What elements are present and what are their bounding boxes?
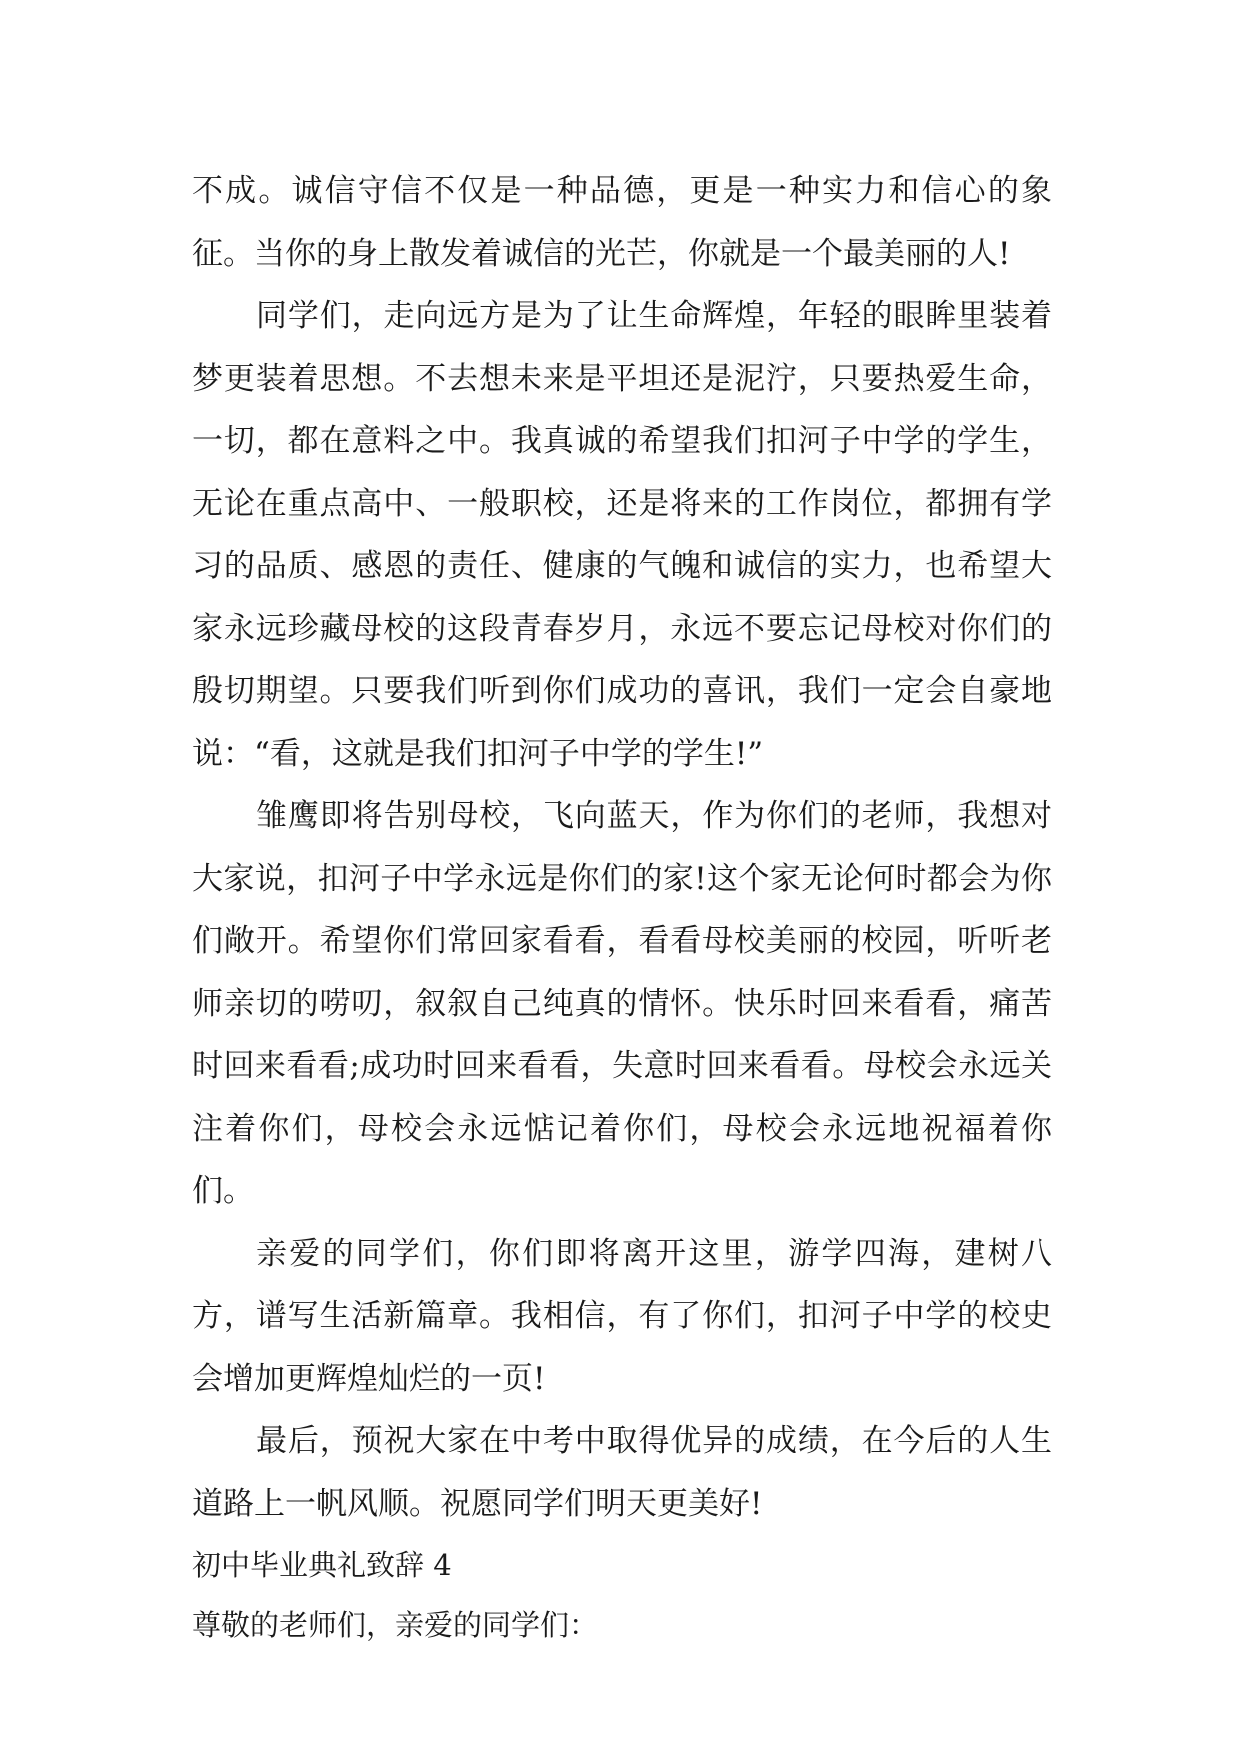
paragraph-closing-wishes: 最后，预祝大家在中考中取得优异的成绩，在今后的人生道路上一帆风顺。祝愿同学们明天更美好! — [192, 1423, 1052, 1522]
paragraph-far-journey: 同学们，走向远方是为了让生命辉煌，年轻的眼眸里装着梦更装着思想。不去想未来是平坦还是泥泞，只要热爱生命，一切，都在意料之中。我真诚的希望我们扣河子中学的学生，无论在重点高中、一般职校，还是将来的工作岗位，都拥有学习的品质、感恩的责任、健康的气魄和诚信的实力，也希望大家永远珍藏母校的这段青春岁月，永远不要忘记母校对你们的殷切期望。只要我们听到你们成功的喜讯，我们一定会自豪地说：“看，这就是我们扣河子中学的学生!” — [192, 298, 1052, 772]
paragraph-continuation: 不成。诚信守信不仅是一种品德，更是一种实力和信心的象征。当你的身上散发着诚信的光芒，你就是一个最美丽的人! — [192, 173, 1052, 272]
paragraph-young-eagles: 雏鹰即将告别母校，飞向蓝天，作为你们的老师，我想对大家说，扣河子中学永远是你们的家!这个家无论何时都会为你们敞开。希望你们常回家看看，看看母校美丽的校园，听听老师亲切的唠叨，叙叙自己纯真的情怀。快乐时回来看看，痛苦时回来看看;成功时回来看看，失意时回来看看。母校会永远关注着你们，母校会永远惦记着你们，母校会永远地祝福着你们。 — [192, 798, 1052, 1209]
paragraph-new-chapter: 亲爱的同学们，你们即将离开这里，游学四海，建树八方，谱写生活新篇章。我相信，有了你们，扣河子中学的校史会增加更辉煌灿烂的一页! — [192, 1235, 1052, 1397]
section-heading: 初中毕业典礼致辞 4 — [192, 1548, 452, 1582]
document-body — [192, 160, 1052, 1655]
salutation-line: 尊敬的老师们，亲爱的同学们： — [192, 1608, 599, 1642]
